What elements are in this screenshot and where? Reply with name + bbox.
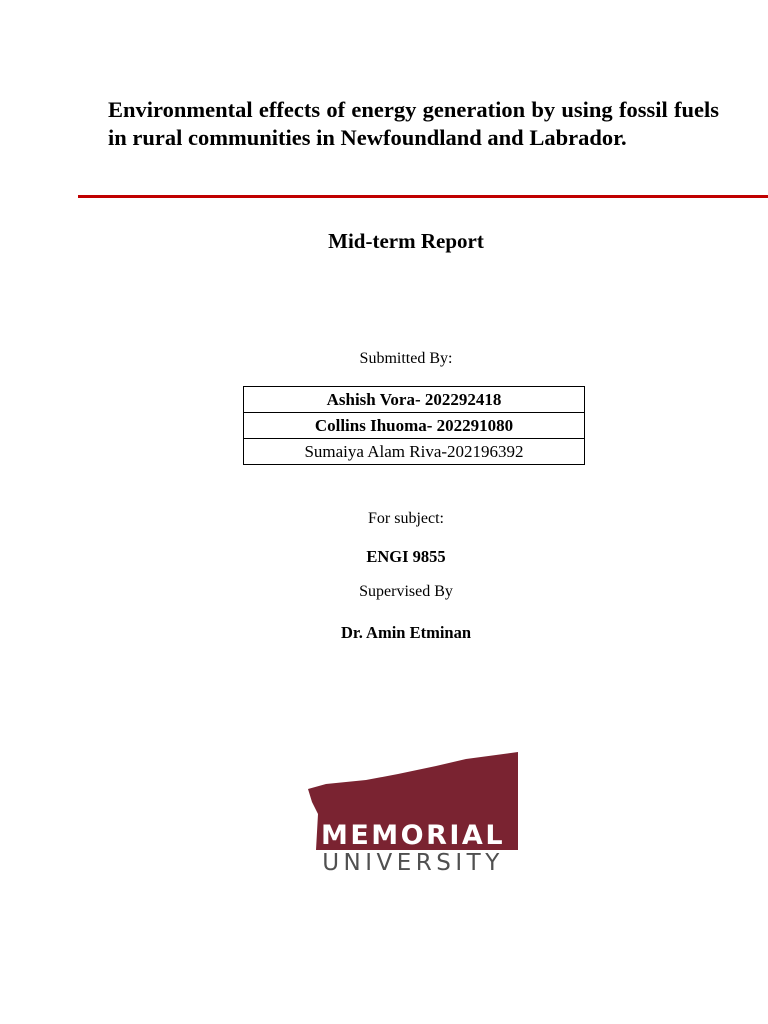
table-row (244, 439, 585, 465)
memorial-university-logo (306, 752, 520, 877)
submitted-by-label: Submitted By: (359, 350, 453, 367)
subject-label: For subject: (368, 510, 444, 527)
supervisor-name: Dr. Amin Etminan (340, 623, 472, 642)
logo-memorial-text: MEMORIAL (320, 820, 506, 851)
authors-table (243, 386, 585, 465)
report-type-heading: Mid-term Report (328, 229, 484, 253)
table-row (244, 387, 585, 413)
subject-code: ENGI 9855 (366, 547, 446, 566)
author-cell: Collins Ihuoma- 202291080 (244, 413, 585, 439)
author-cell: Sumaiya Alam Riva-202196392 (244, 439, 585, 465)
supervised-by-label: Supervised By (359, 583, 453, 600)
author-cell: Ashish Vora- 202292418 (244, 387, 585, 413)
report-title: Environmental effects of energy generation by using fossil fuels in rural communities in Newfoundland and Labrador. (108, 97, 719, 150)
table-row (244, 413, 585, 439)
title-divider (78, 195, 768, 198)
logo-university-text: UNIVERSITY (322, 850, 504, 876)
